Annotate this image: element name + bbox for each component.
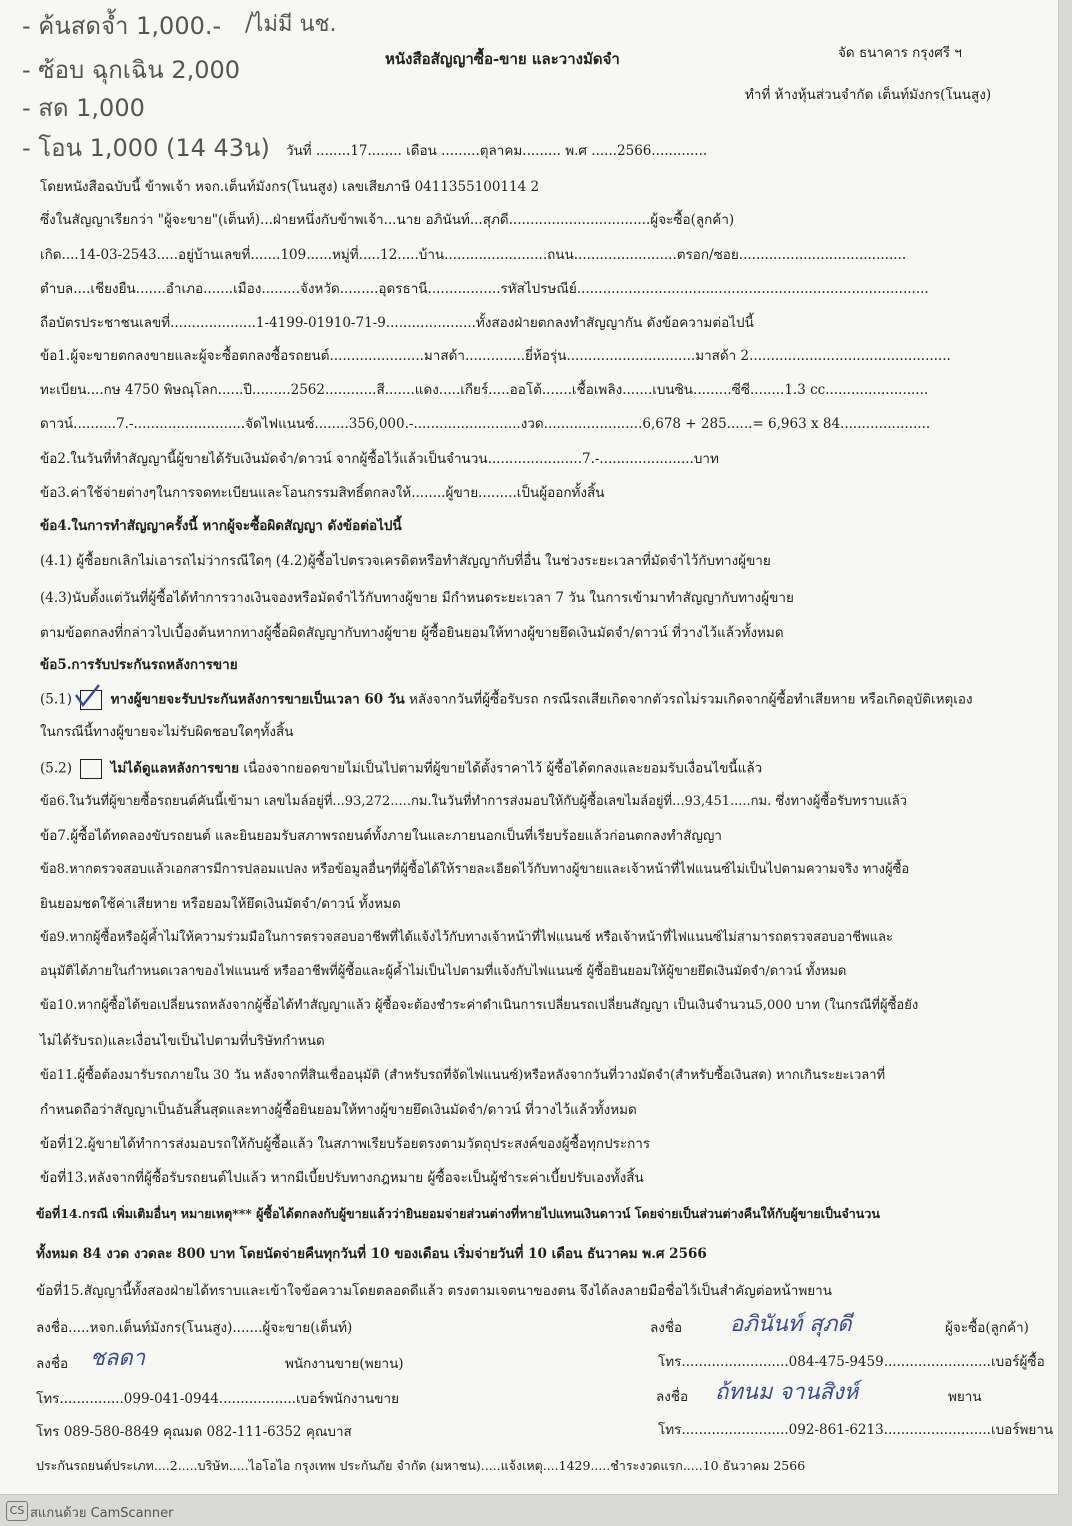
clause-5-1-heading: ทางผู้ขายจะรับประกันหลังการขายเป็นเวลา 60 วัน (110, 691, 405, 708)
witness-sign-label: ลงชื่อ (656, 1389, 689, 1405)
clause-5-2-heading: ไม่ได้ดูแลหลังการขาย (110, 760, 240, 777)
contract-date: วันที่ ........17........ เดือน .........ตุลาคม......... พ.ศ ......2566............. (286, 143, 708, 159)
buyer-sign-label: ลงชื่อ (650, 1320, 683, 1336)
staff-role-label: พนักงานขาย(พยาน) (285, 1356, 404, 1372)
witness-role-label: พยาน (948, 1389, 982, 1405)
line-clause-13: ข้อที่13.หลังจากที่ผู้ซื้อรับรถยนต์ไปแล้ว หากมีเบี้ยปรับทางกฎหมาย ผู้ซื้อจะเป็นผู้ชำระค่าเบี้ยปรับเองทั้งสิ้น (40, 1170, 644, 1186)
line-clause-10: ข้อ10.หากผู้ซื้อได้ขอเปลี่ยนรถหลังจากผู้ซื้อได้ทำสัญญาแล้ว ผู้ซื้อจะต้องชำระค่าดำเนินการเปลี่ยนรถเปลี่ยนสัญญา เป็นเงินจำนวน5,000 บาท (ในกรณีที่ผู้ซื้อยัง (40, 998, 919, 1013)
line-clause-9b: อนุมัติได้ภายในกำหนดเวลาของไฟแนนซ์ หรืออาชีพที่ผู้ซื้อและผู้ค้ำไม่เป็นไปตามที่แจ้งกับไฟแนนซ์ ผู้ซื้อยินยอมให้ผู้ขายยึดเงินมัดจำ/ดาวน์ ทั้งหมด (40, 964, 847, 979)
contact-phones: โทร 089-580-8849 คุณมด 082-111-6352 คุณบาส (36, 1424, 352, 1440)
line-clause-7: ข้อ7.ผู้ซื้อได้ทดลองขับรถยนต์ และยินยอมรับสภาพรถยนต์ทั้งภายในและภายนอกเป็นที่เรียบร้อยแล้วก่อนตกลงทำสัญญา (40, 828, 722, 844)
line-registration: ทะเบียน....กษ 4750 พิษณุโลก......ปี.........2562............สี.......แดง.....เกียร์.....ออโต้.......เชื้อเพลิง.......เบนซิน.........ซีซี........1.3 cc........................ (40, 382, 929, 398)
camscanner-label: สแกนด้วย CamScanner (30, 1506, 174, 1521)
line-clause-5-1b: ในกรณีนี้ทางผู้ขายจะไม่รับผิดชอบใดๆทั้งสิ้น (40, 724, 294, 740)
staff-signature: ชลดา (90, 1346, 146, 1371)
scanner-footer (0, 1496, 1072, 1526)
finance-company: จัด ธนาคาร กรุงศรี ฯ (838, 45, 962, 61)
staff-phone: โทร...............099-041-0944..................เบอร์พนักงานขาย (36, 1391, 399, 1407)
line-clause-4: ข้อ4.ในการทำสัญญาครั้งนี้ หากผู้จะซื้อผิดสัญญา ดังข้อต่อไปนี้ (40, 518, 402, 534)
handwritten-note-transfer: - โอน 1,000 (14 43น) (22, 134, 270, 162)
handwritten-note-cash: - สด 1,000 (22, 94, 145, 122)
camscanner-logo: CS (6, 1501, 28, 1521)
line-clause-1: ข้อ1.ผู้จะขายตกลงขายและผู้จะซื้อตกลงซื้อรถยนต์......................มาสด้า..............ยี่ห้อรุ่น..............................มาสด้า 2............................................... (40, 348, 951, 364)
line-clause-12: ข้อที่12.ผู้ขายได้ทำการส่งมอบรถให้กับผู้ซื้อแล้ว ในสภาพเรียบร้อยตรงตามวัตถุประสงค์ของผู้ซื้อทุกประการ (40, 1136, 651, 1152)
line-clause-14: ข้อที่14.กรณี เพิ่มเติมอื่นๆ หมายเหตุ*** ผู้ซื้อได้ตกลงกับผู้ขายแล้วว่ายินยอมจ่ายส่วนต่างที่หายไปแทนเงินดาวน์ โดยจ่ายเป็นส่วนต่างคืนให้กับผู้ขายเป็นจำนวน (36, 1206, 880, 1221)
line-clause-2: ข้อ2.ในวันที่ทำสัญญานี้ผู้ขายได้รับเงินมัดจำ/ดาวน์ จากผู้ซื้อไว้แล้วเป็นจำนวน......................7.-......................บาท (40, 451, 719, 467)
checkmark-icon (72, 683, 102, 709)
line-clause-8b: ยินยอมชดใช้ค่าเสียหาย หรือยอมให้ยึดเงินมัดจำ/ดาวน์ ทั้งหมด (40, 896, 401, 912)
line-clause-6: ข้อ6.ในวันที่ผู้ขายซื้อรถยนต์คันนี้เข้ามา เลขไมล์อยู่ที่...93,272.....กม.ในวันที่ทำการส่งมอบให้กับผู้ซื้อเลขไมล์อยู่ที่...93,451.....กม. ซึ่งทางผู้ซื้อรับทราบแล้ว (40, 794, 907, 809)
line-clause-5: ข้อ5.การรับประกันรถหลังการขาย (40, 657, 238, 673)
document-title: หนังสือสัญญาซื้อ-ขาย และวางมัดจำ (385, 50, 620, 68)
line-buyer-name: ซึ่งในสัญญาเรียกว่า "ผู้จะขาย"(เต็นท์)...ฝ่ายหนึ่งกับข้าพเจ้า...นาย อภินันท์...สุภดี.................................ผู้จะซื้อ(ลูกค้า) (40, 212, 735, 228)
clause-5-1-number: (5.1) (40, 691, 73, 708)
handwritten-note-deposit: - ค้นสดจ้ำ 1,000.- (22, 12, 222, 40)
line-down-payment: ดาวน์..........7.-..........................จัดไฟแนนซ์........356,000.-.........................งวด.......................6,678 + 285......= 6,963 x 84..................... (40, 416, 931, 432)
line-clause-5-2 (40, 759, 762, 779)
witness-phone: โทร.........................092-861-6213.........................เบอร์พยาน (658, 1422, 1054, 1438)
line-clause-10b: ไม่ได้รับรถ)และเงื่อนไขเป็นไปตามที่บริษัทกำหนด (40, 1033, 325, 1049)
line-clause-4-3: (4.3)นับตั้งแต่วันที่ผู้ซื้อได้ทำการวางเงินจองหรือมัดจำไว้กับทางผู้ขาย มีกำหนดระยะเวลา 7 วัน ในการเข้ามาทำสัญญากับทางผู้ขาย (40, 590, 794, 606)
line-clause-11: ข้อ11.ผู้ซื้อต้องมารับรถภายใน 30 วัน หลังจากที่สินเชื่ออนุมัติ (สำหรับรถที่จัดไฟแนนซ์)หรือหลังจากวันที่วางมัดจำ(สำหรับซื้อเงินสด) หากเกินระยะเวลาที่ (40, 1068, 886, 1083)
line-birth-address: เกิด....14-03-2543.....อยู่บ้านเลขที่.......109......หมู่ที่.....12.....บ้าน........................ถนน........................ตรอก/ซอย....................................... (40, 247, 907, 263)
line-clause-14b: ทั้งหมด 84 งวด งวดละ 800 บาท โดยนัดจ่ายคืนทุกวันที่ 10 ของเดือน เริ่มจ่ายวันที่ 10 เดือน ธันวาคม พ.ศ 2566 (36, 1246, 707, 1262)
buyer-phone: โทร.........................084-475-9459.........................เบอร์ผู้ซื้อ (658, 1354, 1045, 1370)
clause-5-2-number: (5.2) (40, 760, 73, 777)
line-id-card: ถือบัตรประชาชนเลขที่....................1-4199-01910-71-9.....................ทั้งสองฝ่ายตกลงทำสัญญากัน ดังข้อความต่อไปนี้ (40, 315, 754, 331)
line-district: ตำบล....เชียงยืน.......อำเภอ.......เมือง.........จังหวัด.........อุดรธานี.................รหัสไปรษณีย์.................................................................................. (40, 281, 929, 297)
contract-place: ทำที่ ห้างหุ้นส่วนจำกัด เต็นท์มังกร(โนนสูง) (745, 87, 992, 103)
seller-signature-line: ลงชื่อ.....หจก.เต็นท์มังกร(โนนสูง).......ผู้จะขาย(เต็นท์) (36, 1320, 353, 1336)
handwritten-note-emergency: - ซ้อบ ฉุกเฉิน 2,000 (22, 56, 241, 84)
line-clause-5-1 (40, 690, 973, 710)
line-clause-4-1: (4.1) ผู้ซื้อยกเลิกไม่เอารถไม่ว่ากรณีใดๆ (4.2)ผู้ซื้อไปตรวจเครดิตหรือทำสัญญากับที่อื่น ในช่วงระยะเวลาที่มัดจำไว้กับทางผู้ขาย (40, 553, 771, 569)
witness-signature: ถ้ทนม จานสิงห์ (715, 1380, 859, 1405)
line-clause-4-3b: ตามข้อตกลงที่กล่าวไปเบื้องต้นหากทางผู้ซื้อผิดสัญญากับทางผู้ขาย ผู้ซื้อยินยอมให้ทางผู้ขายยึดเงินมัดจำ/ดาวน์ ที่วางไว้แล้วทั้งหมด (40, 625, 784, 641)
buyer-role-label: ผู้จะซื้อ(ลูกค้า) (945, 1320, 1029, 1336)
handwritten-note-no-plate: /ไม่มี นช. (245, 12, 337, 37)
line-clause-11b: กำหนดถือว่าสัญญาเป็นอันสิ้นสุดและทางผู้ซื้อยินยอมให้ทางผู้ขายยึดเงินมัดจำ/ดาวน์ ที่วางไว้แล้วทั้งหมด (40, 1102, 637, 1118)
line-clause-9: ข้อ9.หากผู้ซื้อหรือผู้ค้ำไม่ให้ความร่วมมือในการตรวจสอบอาชีพที่ได้แจ้งไว้กับทางเจ้าหน้าที่ไฟแนนซ์ หรือเจ้าหน้าที่ไฟแนนซ์ไม่สามารถตรวจสอบอาชีพและ (40, 930, 893, 945)
line-clause-8: ข้อ8.หากตรวจสอบแล้วเอกสารมีการปลอมแปลง หรือข้อมูลอื่นๆที่ผู้ซื้อได้ให้รายละเอียดไว้กับทางผู้ขายและเจ้าหน้าที่ไฟแนนซ์ไม่เป็นไปตามความจริง ทางผู้ซื้อ (40, 862, 910, 877)
clause-5-1-text: หลังจากวันที่ผู้ซื้อรับรถ กรณีรถเสียเกิดจากตัวรถไม่รวมเกิดจากผู้ซื้อทำเสียหาย หรือเกิดอุบัติเหตุเอง (409, 691, 973, 708)
line-seller-intro: โดยหนังสือฉบับนี้ ข้าพเจ้า หจก.เต็นท์มังกร(โนนสูง) เลขเสียภาษี 0411355100114 2 (40, 179, 540, 195)
no-warranty-checkbox[interactable] (80, 759, 102, 779)
buyer-signature: อภินันท์ สุภดี (730, 1312, 852, 1337)
staff-sign-label: ลงชื่อ (36, 1356, 69, 1372)
line-clause-3: ข้อ3.ค่าใช้จ่ายต่างๆในการจดทะเบียนและโอนกรรมสิทธิ์ตกลงให้........ผู้ขาย.........เป็นผู้ออกทั้งสิ้น (40, 485, 605, 501)
line-clause-15: ข้อที่15.สัญญานี้ทั้งสองฝ่ายได้ทราบและเข้าใจข้อความโดยตลอดดีแล้ว ตรงตามเจตนาของตน จึงได้ลงลายมือชื่อไว้เป็นสำคัญต่อหน้าพยาน (36, 1283, 832, 1299)
clause-5-2-text: เนื่องจากยอดขายไม่เป็นไปตามที่ผู้ขายได้ตั้งราคาไว้ ผู้ซื้อได้ตกลงและยอมรับเงื่อนไขนี้แล้ว (243, 760, 763, 777)
insurance-line: ประกันรถยนต์ประเภท....2.....บริษัท.....ไอโอไอ กรุงเทพ ประกันภัย จำกัด (มหาชน).....แจ้งเหตุ....1429.....ชำระงวดแรก.....10 ธันวาคม 2566 (36, 1458, 806, 1473)
